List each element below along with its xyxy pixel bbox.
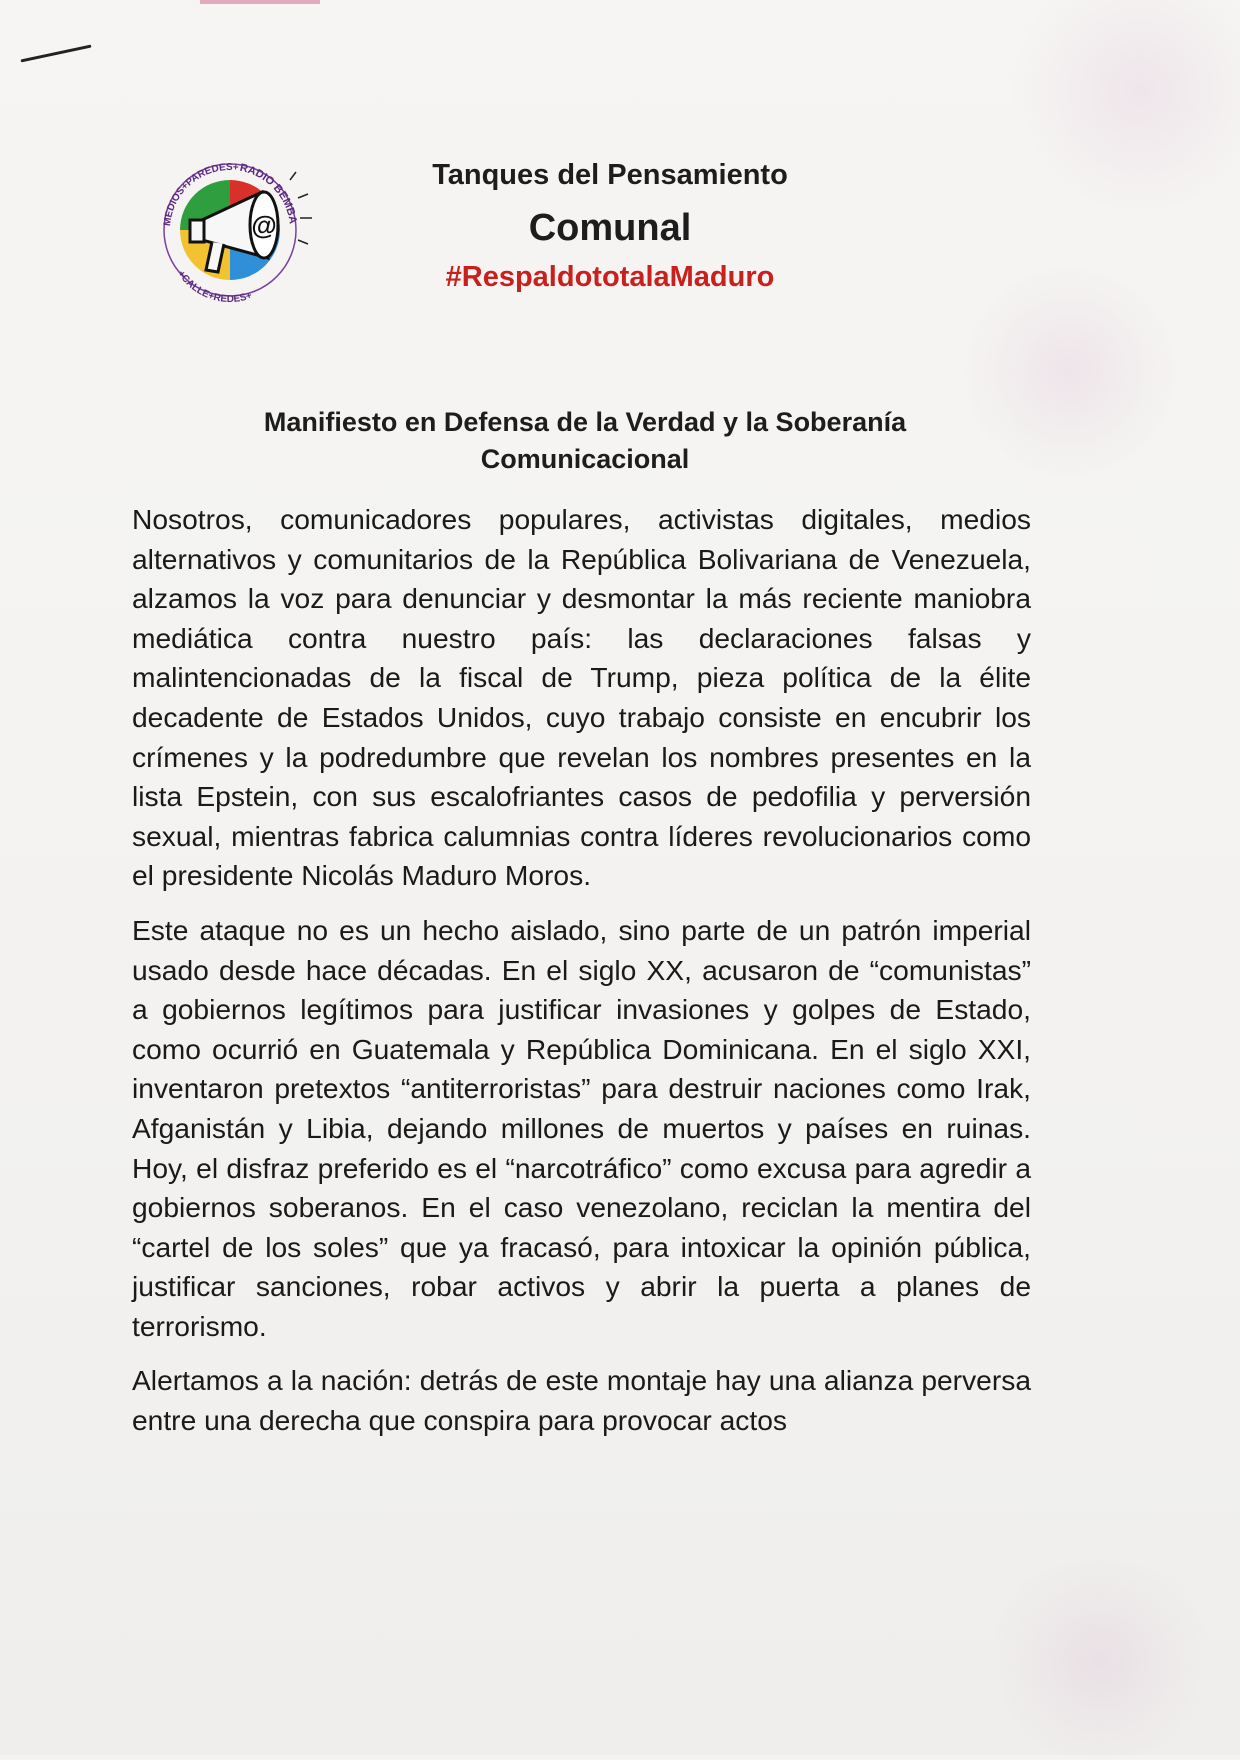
paragraph: Este ataque no es un hecho aislado, sino parte de un patrón imperial usado desde hace décadas. En el siglo XX, acusaron de “comunistas” a gobiernos legítimos para justificar invasiones y golpes de Estado, como ocurrió en Guatemala y República Dominicana. En el siglo XXI, inventaron pretextos “antiterroristas” para destruir naciones como Irak, Afganistán y Libia, dejando millones de muertos y países en ruinas. Hoy, el disfraz preferido es el “narcotráfico” como excusa para agredir a gobiernos soberanos. En el caso venezolano, reciclan la mentira del “cartel de los soles” que ya fracasó, para intoxicar la opinión pública, justificar sanciones, robar activos y abrir la puerta a planes de terrorismo. xyxy=(132,913,1031,1342)
document-title xyxy=(130,404,1040,478)
organization-header xyxy=(360,158,860,294)
logo-ring-text-top: RADIO BEMBA xyxy=(238,161,299,225)
paper-stain xyxy=(980,1560,1220,1760)
logo-ring-text-bottom: +CALLE+REDES+ xyxy=(175,268,254,306)
at-symbol: @ xyxy=(251,210,277,240)
paragraph: Alertamos a la nación: detrás de este montaje hay una alianza perversa entre una derecha que conspira para provocar actos xyxy=(132,1364,1031,1437)
document-body xyxy=(132,500,1031,1456)
organization-name-line2: Comunal xyxy=(528,207,692,249)
document-title-line1: Manifiesto en Defensa de la Verdad y la Soberanía xyxy=(263,407,907,437)
document-title-line2: Comunicacional xyxy=(480,444,690,474)
top-edge-mark xyxy=(200,0,320,4)
organization-name-line1: Tanques del Pensamiento xyxy=(432,159,788,191)
pen-mark xyxy=(20,45,91,63)
paper-stain xyxy=(1010,0,1240,220)
radio-bemba-logo xyxy=(140,140,320,320)
paragraph: Nosotros, comunicadores populares, activistas digitales, medios alternativos y comunitarios de la República Bolivariana de Venezuela, alzamos la voz para denunciar y desmontar la más reciente maniobra mediática contra nuestro país: las declaraciones falsas y malintencionadas de la fiscal de Trump, pieza política de la élite decadente de Estados Unidos, cuyo trabajo consiste en encubrir los crímenes y la podredumbre que revelan los nombres presentes en la lista Epstein, con sus escalofriantes casos de pedofilia y perversión sexual, mientras fabrica calumnias contra líderes revolucionarios como el presidente Nicolás Maduro Moros. xyxy=(132,503,1031,892)
logo-ring-text-left: MEDIOS+PAREDES+ xyxy=(162,161,240,227)
hashtag: #RespaldototalaMaduro xyxy=(445,261,775,293)
